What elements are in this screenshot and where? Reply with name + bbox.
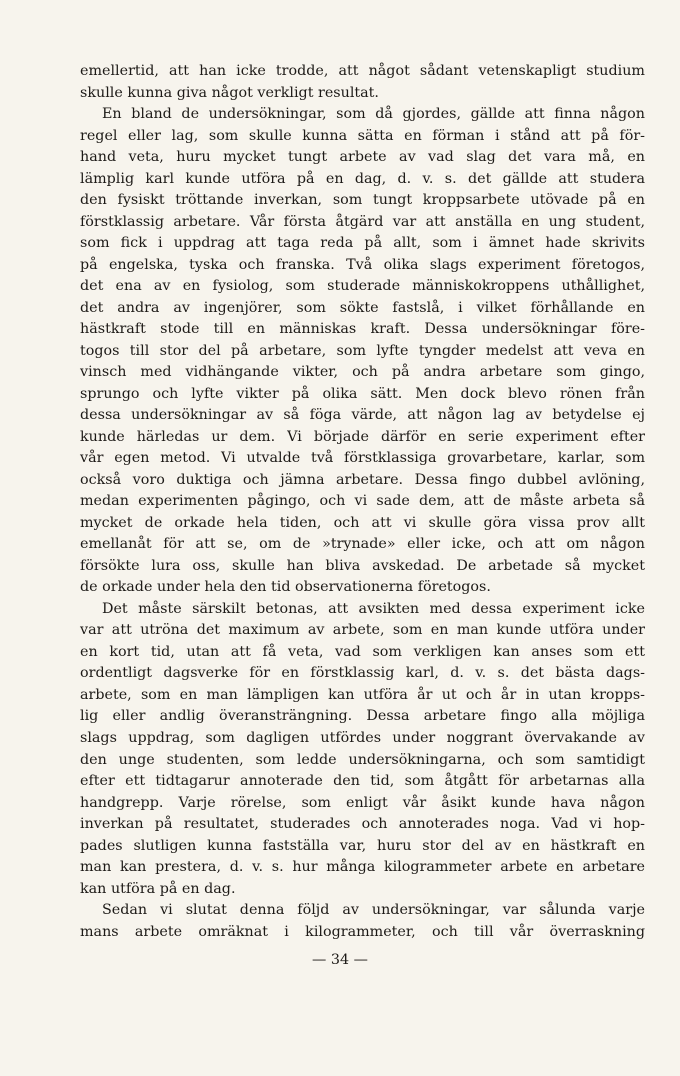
text-line: hästkraft stode till en människas kraft. Dessa undersökningar före-	[80, 321, 645, 338]
text-line: förstklassig arbetare. Vår första åtgärd var att anställa en ung student,	[80, 213, 645, 230]
text-line: det andra av ingenjörer, som sökte fastslå, i vilket förhållande en	[80, 299, 645, 316]
text-line: de orkade under hela den tid observationerna företogos.	[80, 579, 491, 596]
text-line: man kan prestera, d. v. s. hur många kilogrammeter arbete en arbetare	[80, 859, 645, 876]
text-line: lig eller andlig överansträngning. Dessa arbetare fingo alla möjliga	[80, 708, 645, 725]
text-line: emellertid, att han icke trodde, att något sådant vetenskapligt studium	[80, 63, 645, 79]
text-line: också voro duktiga och jämna arbetare. Dessa fingo dubbel avlöning,	[80, 471, 645, 488]
text-line: kan utföra på en dag.	[80, 880, 236, 897]
text-line: en kort tid, utan att få veta, vad som verkligen kan anses som ett	[80, 643, 645, 660]
text-line: handgrepp. Varje rörelse, som enligt vår åsikt kunde hava någon	[80, 794, 645, 811]
text-line: ordentligt dagsverke för en förstklassig karl, d. v. s. det bästa dags-	[80, 665, 645, 682]
text-line: arbete, som en man lämpligen kan utföra år ut och år in utan kropps-	[80, 686, 645, 703]
text-line: sprungo och lyfte vikter på olika sätt. Men dock blevo rönen från	[80, 385, 645, 402]
text-line: lämplig karl kunde utföra på en dag, d. v. s. det gällde att studera	[80, 170, 645, 187]
text-line: medan experimenten pågingo, och vi sade dem, att de måste arbeta så	[80, 493, 645, 510]
body-text	[80, 61, 645, 943]
text-line: togos till stor del på arbetare, som lyfte tyngder medelst att veva en	[80, 342, 645, 359]
text-line: hand veta, huru mycket tungt arbete av vad slag det vara må, en	[80, 149, 645, 166]
text-line: mans arbete omräknat i kilogrammeter, och till vår överraskning	[80, 923, 645, 940]
text-line: Sedan vi slutat denna följd av undersökningar, var sålunda varje	[102, 902, 645, 919]
text-line: efter ett tidtagarur annoterade den tid, som åtgått för arbetarnas alla	[80, 773, 645, 790]
text-line: inverkan på resultatet, studerades och annoterades noga. Vad vi hop-	[80, 816, 645, 833]
text-line: regel eller lag, som skulle kunna sätta en förman i stånd att på för-	[80, 127, 645, 144]
text-line: var att utröna det maximum av arbete, som en man kunde utföra under	[80, 622, 645, 639]
text-line: på engelska, tyska och franska. Två olika slags experiment företogos,	[80, 256, 645, 273]
text-line: vinsch med vidhängande vikter, och på andra arbetare som gingo,	[80, 364, 645, 381]
text-line: den fysiskt tröttande inverkan, som tungt kroppsarbete utövade på en	[80, 192, 645, 209]
text-line: försökte lura oss, skulle han bliva avskedad. De arbetade så mycket	[80, 557, 645, 574]
text-line: dessa undersökningar av så föga värde, att någon lag av betydelse ej	[80, 407, 645, 424]
text-line: vår egen metod. Vi utvalde två förstklassiga grovarbetare, karlar, som	[80, 450, 645, 467]
text-line: En bland de undersökningar, som då gjordes, gällde att finna någon	[102, 106, 645, 123]
text-line: som fick i uppdrag att taga reda på allt, som i ämnet hade skrivits	[80, 235, 645, 252]
text-line: det ena av en fysiolog, som studerade människokroppens uthållighet,	[80, 278, 645, 295]
text-line: den unge studenten, som ledde undersökningarna, och som samtidigt	[80, 751, 645, 768]
text-line: emellanåt för att se, om de »trynade» eller icke, och att om någon	[80, 536, 645, 553]
text-line: slags uppdrag, som dagligen utfördes under noggrant övervakande av	[80, 729, 645, 746]
text-line: mycket de orkade hela tiden, och att vi skulle göra vissa prov allt	[80, 514, 645, 531]
text-line: skulle kunna giva något verkligt resultat.	[80, 84, 379, 101]
text-line: kunde härledas ur dem. Vi började därför en serie experiment efter	[80, 428, 645, 445]
text-line: pades slutligen kunna fastställa var, huru stor del av en hästkraft en	[80, 837, 645, 854]
text-line: Det måste särskilt betonas, att avsikten med dessa experiment icke	[102, 600, 645, 617]
page-number: — 34 —	[312, 952, 368, 968]
